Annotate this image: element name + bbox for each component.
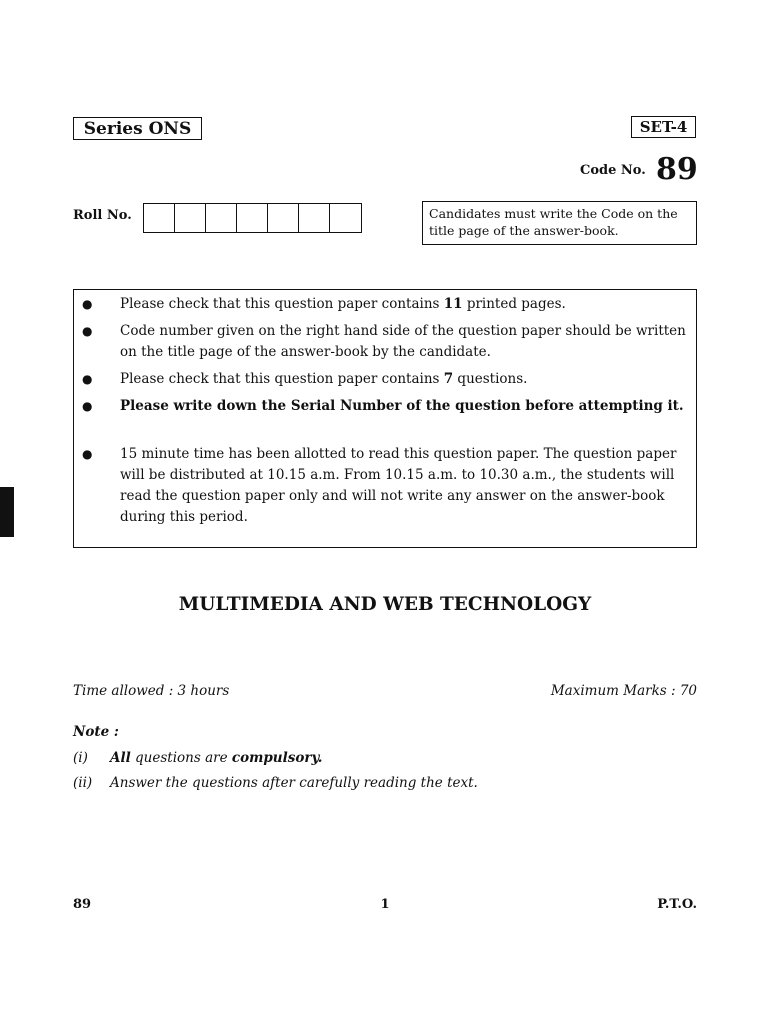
margin-marker bbox=[0, 487, 14, 537]
note-item: (ii) Answer the questions after carefully reading the text. bbox=[73, 775, 478, 791]
bullet-icon: ● bbox=[82, 297, 93, 311]
roll-number-cell bbox=[144, 204, 175, 232]
code-number: 89 bbox=[656, 152, 698, 187]
code-label: Code No. bbox=[580, 163, 646, 178]
roll-number-cell bbox=[206, 204, 237, 232]
bullet-icon: ● bbox=[82, 324, 93, 338]
roll-number-cell bbox=[299, 204, 330, 232]
bullet-icon: ● bbox=[82, 447, 93, 461]
candidate-instruction-box: Candidates must write the Code on the title page of the answer-book. bbox=[422, 201, 697, 245]
instructions-box: ● Please check that this question paper contains 11 printed pages. ● Code number given on the right hand side of the question paper should be written on the title page of the answer-book by the candidate. ● Please check that this question paper contains 7 questions. ● Please write down the Serial Number of the question before attempting it. ● 15 minute time has been allotted to read this question paper. The question paper will be distributed at 10.15 a.m. From 10.15 a.m. to 10.30 a.m., the students will read the question paper only and will not write any answer on the answer-book during this period. bbox=[73, 289, 697, 548]
roll-number-cell bbox=[175, 204, 206, 232]
note-number: (i) bbox=[73, 750, 88, 766]
roll-number-label: Roll No. bbox=[73, 208, 132, 223]
subject-title: MULTIMEDIA AND WEB TECHNOLOGY bbox=[178, 594, 592, 615]
footer-code: 89 bbox=[73, 897, 92, 912]
series-label: Series ONS bbox=[73, 117, 202, 140]
set-label: SET-4 bbox=[631, 116, 696, 138]
bullet-icon: ● bbox=[82, 372, 93, 386]
roll-number-boxes bbox=[143, 203, 362, 233]
roll-number-cell bbox=[268, 204, 299, 232]
note-number: (ii) bbox=[73, 775, 93, 791]
roll-number-cell bbox=[330, 204, 361, 232]
note-item: (i) All questions are compulsory. bbox=[73, 750, 323, 766]
time-allowed: Time allowed : 3 hours bbox=[73, 683, 230, 699]
note-heading: Note : bbox=[73, 724, 119, 740]
bullet-icon: ● bbox=[82, 399, 93, 413]
maximum-marks: Maximum Marks : 70 bbox=[550, 683, 697, 699]
roll-number-cell bbox=[237, 204, 268, 232]
page-number: 1 bbox=[380, 897, 390, 912]
please-turn-over: P.T.O. bbox=[657, 897, 697, 912]
